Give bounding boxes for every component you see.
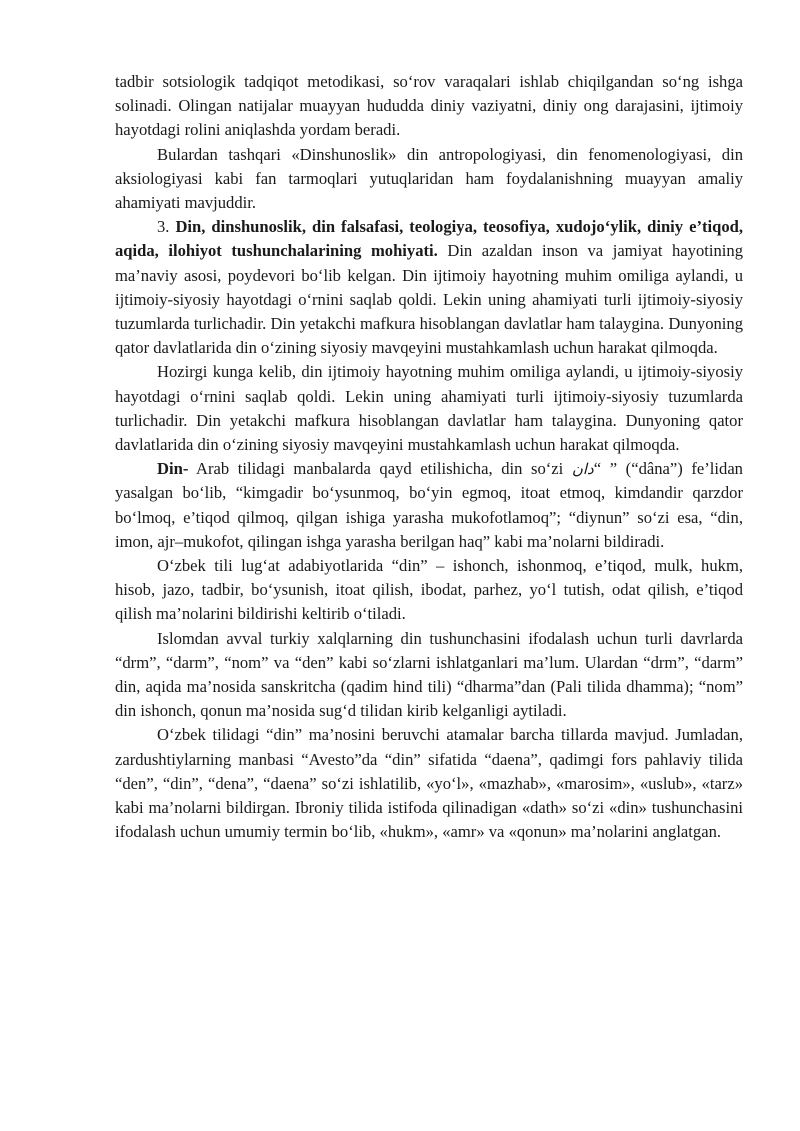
arabic-word: دان (571, 460, 594, 479)
paragraph-2-text: Bulardan tashqari «Dinshunoslik» din antropologiyasi, din fenomenologiyasi, din aksiologiyasi kabi fan tarmoqlari yutuqlaridan ham foydalanishning muayyan amaliy ahamiyati mavjuddir. (115, 144, 743, 213)
section-heading: Din, dinshunoslik, din falsafasi, teologiya, teosofiya, xudojo‘ylik, diniy e’tiqod, aqida, ilohiyot tushunchalarining mohiyati. (115, 217, 744, 261)
paragraph-7 (115, 627, 743, 724)
paragraph-6-text: O‘zbek tili lug‘at adabiyotlarida “din” – ishonch, ishonmoq, e’tiqod, mulk, hukm, hisob, jazo, tadbir, bo‘ysunish, itoat qilish, ibodat, parhez, yo‘l tutish, odat qilish, e’tiqod qilish ma’nolarini bildirishi keltirib o‘tiladi. (115, 556, 743, 624)
paragraph-3 (115, 215, 743, 360)
paragraph-8 (115, 723, 743, 844)
term-din-label: Din- (157, 459, 189, 479)
section-number: 3. (157, 217, 176, 237)
paragraph-3-text: Din azaldan inson va jamiyat hayotining ma’naviy asosi, poydevori bo‘lib kelgan. Din ijtimoiy hayotning muhim omiliga aylandi, u ijtimoiy-siyosiy hayotdagi o‘rnini saqlab qoldi. Lekin uning ahamiyati turli ijtimoiy-siyosiy tuzumlarda turlichadir. Din yetakchi mafkura hisoblangan davlatlar ham talaygina. Dunyoning qator davlatlarida din o‘zining siyosiy mavqeyini mustahkamlash uchun harakat qilmoqda. (115, 241, 743, 358)
paragraph-1 (115, 70, 743, 143)
paragraph-2 (115, 143, 743, 216)
paragraph-6 (115, 554, 743, 627)
paragraph-5-text-a: Arab tilidagi manbalarda qayd etilishicha, din so‘zi (188, 459, 572, 479)
paragraph-4-text: Hozirgi kunga kelib, din ijtimoiy hayotning muhim omiliga aylandi, u ijtimoiy-siyosiy hayotdagi o‘rnini saqlab qoldi. Lekin uning ahamiyati turli ijtimoiy-siyosiy tuzumlarda turlichadir. Din yetakchi mafkura hisoblangan davlatlar ham talaygina. Dunyoning qator davlatlarida din o‘zining siyosiy mavqeyini mustahkamlash uchun harakat qilmoqda. (115, 362, 743, 455)
paragraph-8-text: O‘zbek tilidagi “din” ma’nosini beruvchi atamalar barcha tillarda mavjud. Jumladan, zardushtiylarning manbasi “Avesto”da “din” sifatida “daena”, qadimgi fors pahlaviy tilida “den”, “din”, “dena”, “daena” so‘zi ishlatilib, «yo‘l», «mazhab», «marosim», «uslub», «tarz» kabi ma’nolarni bildirgan. Ibroniy tilida istifoda qilinadigan «dath» so‘zi «din» tushunchasini ifodalash uchun umumiy termin bo‘lib, «hukm», «amr» va «qonun» ma’nolarini anglatgan. (115, 725, 743, 842)
paragraph-7-text: Islomdan avval turkiy xalqlarning din tushunchasini ifodalash uchun turli davrlarda “drm”, “darm”, “nom” va “den” kabi so‘zlarni ishlatganlari ma’lum. Ulardan “drm”, “darm” din, aqida ma’nosida sanskritcha (qadim hind tili) “dharma”dan (Pali tilida dhamma); “nom” din ishonch, qonun ma’nosida sug‘d tilidan kirib kelganligi aytiladi. (115, 628, 743, 721)
paragraph-4 (115, 360, 743, 457)
paragraph-1-text: tadbir sotsiologik tadqiqot metodikasi, so‘rov varaqalari ishlab chiqilgandan so‘ng ishga solinadi. Olingan natijalar muayyan hududda diniy vaziyatni, diniy ong darajasini, ijtimoiy hayotdagi rolini aniqlashda yordam beradi. (115, 72, 743, 140)
paragraph-5-text-b: “ ” (“dâna”) fe’lidan yasalgan bo‘lib, “kimgadir bo‘ysunmoq, bo‘yin egmoq, itoat etmoq, kimdandir qarzdor bo‘lmoq, e’tiqod qilmoq, qilgan ishiga yarasha mukofotlamoq”; “diynun” so‘zi esa, “din, imon, ajr–mukofot, qilingan ishga yarasha berilgan haq” kabi ma’nolarni bildiradi. (115, 459, 743, 551)
paragraph-5 (115, 457, 743, 554)
